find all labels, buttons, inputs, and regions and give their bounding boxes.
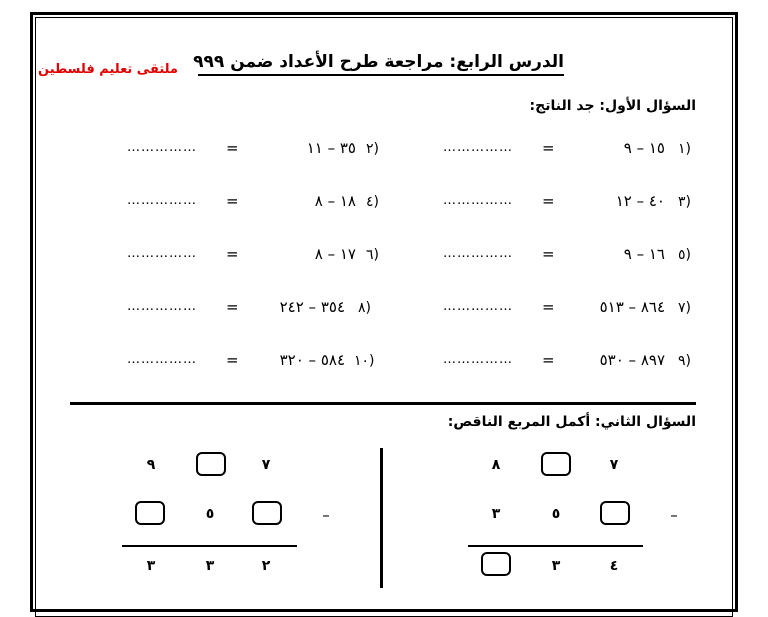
equals-sign: = (542, 192, 555, 210)
missing-digit-box[interactable] (600, 501, 630, 525)
minus-sign: – (322, 506, 330, 524)
section-divider (70, 402, 696, 405)
digit: ٤ (609, 558, 619, 574)
item-number: (٨ (358, 300, 371, 316)
digit: ٣ (205, 558, 215, 574)
digit: ٥ (551, 506, 561, 522)
answer-blank[interactable]: …………… (443, 352, 513, 367)
equals-sign: = (226, 351, 239, 369)
question-1-heading: السؤال الأول: جد الناتج: (529, 98, 696, 114)
answer-blank[interactable]: …………… (443, 299, 513, 314)
item-number: (٧ (678, 300, 691, 316)
answer-blank[interactable]: …………… (127, 352, 197, 367)
item-number: (٣ (678, 194, 691, 210)
answer-blank[interactable]: …………… (127, 299, 197, 314)
equals-sign: = (542, 245, 555, 263)
equals-sign: = (542, 351, 555, 369)
digit: ٢ (261, 558, 271, 574)
brand-label: ملتقى تعليم فلسطين (38, 62, 178, 77)
missing-digit-box[interactable] (252, 501, 282, 525)
item-expression: ١٧ – ٨ (314, 245, 356, 263)
digit: ٣ (491, 506, 501, 522)
answer-blank[interactable]: …………… (443, 193, 513, 208)
digit: ٥ (205, 506, 215, 522)
equals-sign: = (226, 298, 239, 316)
item-expression: ٨٦٤ – ٥١٣ (599, 298, 665, 316)
item-number: (٥ (678, 247, 691, 263)
item-expression: ١٦ – ٩ (623, 245, 665, 263)
equals-sign: = (542, 139, 555, 157)
question-2-heading: السؤال الثاني: أكمل المربع الناقص: (447, 414, 696, 430)
item-expression: ٨٩٧ – ٥٣٠ (599, 351, 665, 369)
answer-blank[interactable]: …………… (443, 246, 513, 261)
missing-digit-box[interactable] (541, 452, 571, 476)
digit: ٧ (261, 457, 271, 473)
equals-sign: = (226, 245, 239, 263)
item-expression: ٣٥٤ – ٢٤٢ (279, 298, 345, 316)
answer-blank[interactable]: …………… (127, 246, 197, 261)
equals-sign: = (542, 298, 555, 316)
item-expression: ١٨ – ٨ (314, 192, 356, 210)
column-divider (380, 448, 383, 588)
digit: ٧ (609, 457, 619, 473)
item-number: (٦ (366, 247, 379, 263)
minus-sign: – (670, 506, 678, 524)
digit: ٣ (551, 558, 561, 574)
sum-line (468, 545, 643, 547)
missing-digit-box[interactable] (481, 552, 511, 576)
lesson-title: الدرس الرابع: مراجعة طرح الأعداد ضمن ٩٩٩ (198, 52, 564, 76)
equals-sign: = (226, 139, 239, 157)
item-number: (٩ (678, 353, 691, 369)
answer-blank[interactable]: …………… (127, 193, 197, 208)
item-expression: ٤٠ – ١٢ (615, 192, 665, 210)
item-number: (٢ (366, 141, 379, 157)
equals-sign: = (226, 192, 239, 210)
digit: ٩ (146, 457, 156, 473)
item-expression: ٣٥ – ١١ (306, 139, 356, 157)
item-number: (١٠ (354, 353, 375, 369)
item-expression: ١٥ – ٩ (623, 139, 665, 157)
item-number: (٤ (366, 194, 379, 210)
sum-line (122, 545, 297, 547)
missing-digit-box[interactable] (196, 452, 226, 476)
answer-blank[interactable]: …………… (127, 140, 197, 155)
item-number: (١ (678, 141, 691, 157)
item-expression: ٥٨٤ – ٣٢٠ (279, 351, 345, 369)
answer-blank[interactable]: …………… (443, 140, 513, 155)
digit: ٣ (146, 558, 156, 574)
digit: ٨ (491, 457, 501, 473)
missing-digit-box[interactable] (135, 501, 165, 525)
